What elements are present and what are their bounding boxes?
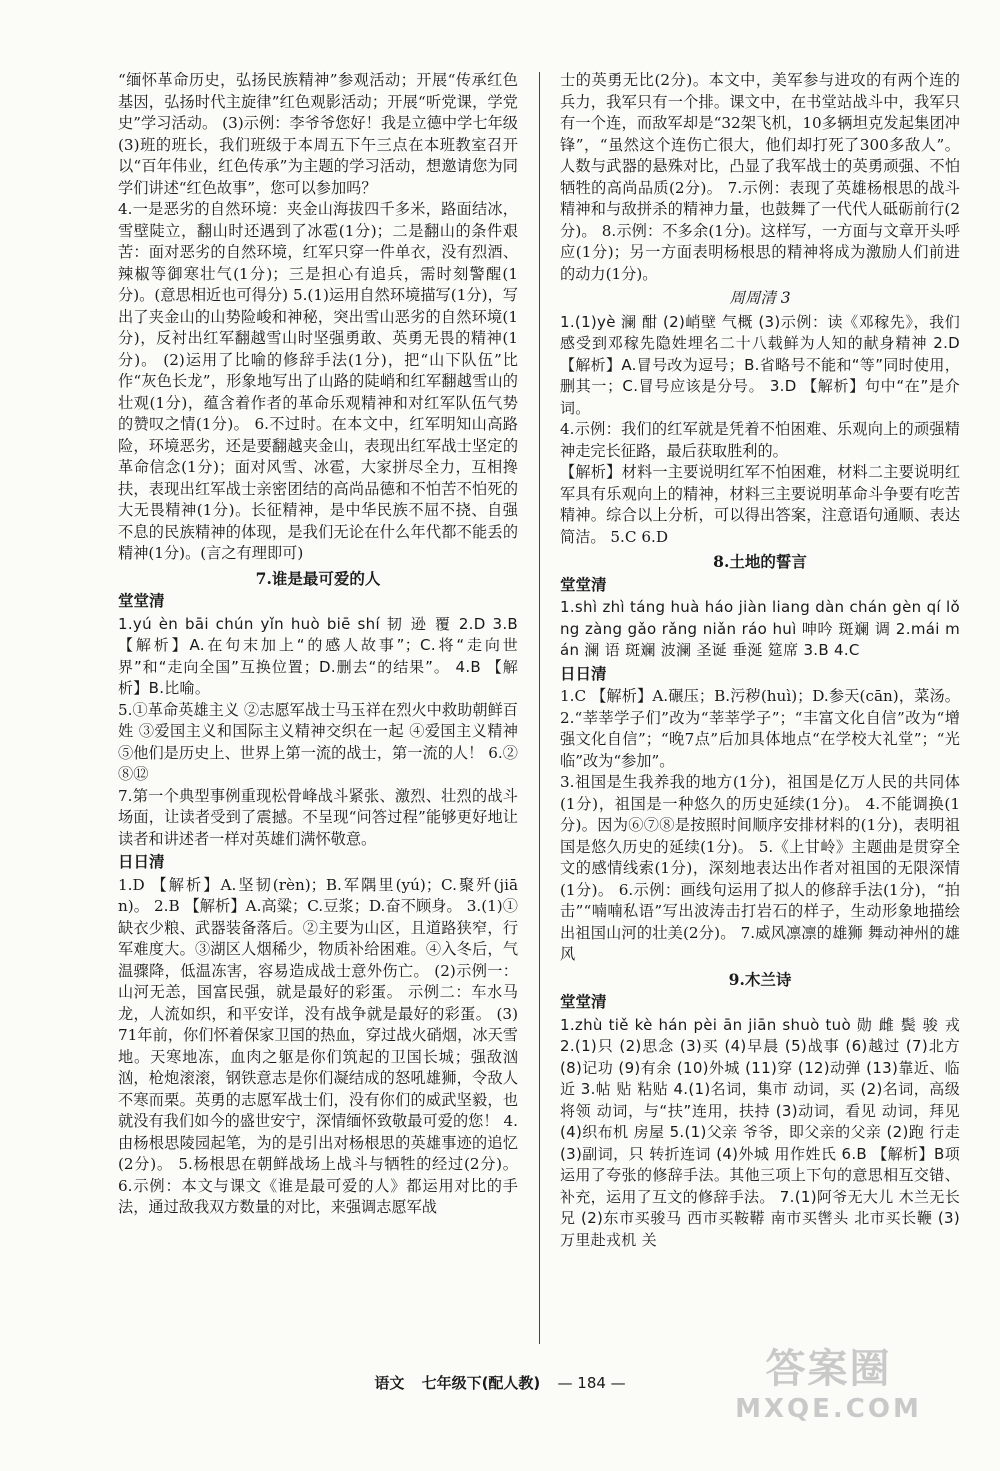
answer-paragraph: 1.shì zhì táng huà háo jiàn liang dàn chán gèn qí lǒng zàng gǎo rǎng niǎn ráo huì 呻吟 斑斓 调 2.mái mán 澜 语 斑斓 波澜 圣诞 垂涎 筵席 3.B 4.C bbox=[560, 598, 960, 659]
section-title: 周周清 3 bbox=[729, 289, 791, 307]
left-column bbox=[118, 70, 518, 1219]
answer-page bbox=[118, 70, 958, 1410]
answer-paragraph: 7.第一个典型事例重现松骨峰战斗紧张、激烈、壮烈的战斗场面，让读者受到了震撼。不呈现“问答过程”能够更好地让读者和讲述者一样对英雄们满怀敬意。 bbox=[118, 786, 518, 848]
subsection-label: 堂堂清 bbox=[560, 993, 607, 1011]
answer-paragraph: 士的英勇无比(2分)。本文中，美军参与进攻的有两个连的兵力，我军只有一个排。课文中，在书堂站战斗中，我军只有一个连，而敌军却是“32架飞机，10多辆坦克发起集团冲锋”，“虽然这个连伤亡很大，他们却打死了300多敌人”。人数与武器的悬殊对比，凸显了我军战士的英勇顽强、不怕牺牲的高尚品质(2分)。 7.示例：表现了英雄杨根思的战斗精神和与敌拼杀的精神力量，也鼓舞了一代代人砥砺前行(2分)。 8.示例：不多余(1分)。这样写，一方面与文章开头呼应(1分)；另一方面表明杨根思的精神将成为激励人们前进的动力(1分)。 bbox=[560, 71, 960, 283]
page-number: — 184 — bbox=[557, 1374, 626, 1392]
section-title: 8.土地的誓言 bbox=[713, 552, 807, 571]
watermark-logo: 答案圈 bbox=[765, 1346, 892, 1392]
answer-paragraph: “缅怀革命历史，弘扬民族精神”参观活动；开展“传承红色基因，弘扬时代主旋律”红色观影活动；开展“听党课，学党史”学习活动。 (3)示例：李爷爷您好！我是立德中学七年级(3)班的班长，我们班级于本周五下午三点在本班教室召开以“百年伟业，红色传承”为主题的学习活动，想邀请您为同学们讲述“红色故事”，您可以参加吗？ bbox=[118, 71, 518, 197]
answer-paragraph: 【解析】材料一主要说明红军不怕困难，材料二主要说明红军具有乐观向上的精神，材料三主要说明革命斗争要有吃苦精神。综合以上分析，可以得出答案，注意语句通顺、表达简洁。 5.C 6.D bbox=[560, 463, 960, 546]
footer-grade: 七年级下(配人教) bbox=[421, 1374, 541, 1392]
answer-paragraph: 1.D 【解析】A.坚韧(rèn)；B.军隅里(yú)；C.聚歼(jiān)。 2.B 【解析】A.高粱；C.豆浆；D.奋不顾身。 3.(1)①缺衣少粮、武器装备落后。②主要为山区，且道路狭窄，行军难度大。③湖区人烟稀少，物质补给困难。④入冬后，气温骤降，低温冻害，容易造成战士意外伤亡。 (2)示例一：山河无恙，国富民强，就是最好的彩蛋。 示例二：车水马龙，人流如织，和平安详，没有战争就是最好的彩蛋。 (3)71年前，你们怀着保家卫国的热血，穿过战火硝烟，冰天雪地。天寒地冻，血肉之躯是你们筑起的卫国长城；强敌汹汹，枪炮滚滚，钢铁意志是你们凝结成的怒吼雄狮，令敌人不寒而栗。英勇的志愿军战士们，没有你们的威武坚毅，也就没有我们如今的盛世安宁，深情缅怀致敬最可爱的您！ 4.由杨根思陵园起笔，为的是引出对杨根思的英雄事迹的追忆(2分)。 5.杨根思在朝鲜战场上战斗与牺牲的经过(2分)。 6.示例：本文与课文《谁是最可爱的人》都运用对比的手法，通过敌我双方数量的对比，来强调志愿军战 bbox=[118, 875, 518, 1216]
subsection-label: 日日清 bbox=[118, 853, 165, 871]
subsection-label: 日日清 bbox=[560, 664, 607, 683]
subsection-label: 堂堂清 bbox=[118, 592, 165, 610]
answer-paragraph: 1.C 【解析】A.碾压；B.污秽(huì)；D.参天(cān)，菜汤。 2.“莘莘学子们”改为“莘莘学子”；“丰富文化自信”改为“增强文化自信”；“晚7点”后加具体地点“在学校大礼堂”；“光临”改为“参加”。 bbox=[560, 687, 960, 770]
answer-paragraph: 3.祖国是生我养我的地方(1分)，祖国是亿万人民的共同体(1分)，祖国是一种悠久的历史延续(1分)。 4.不能调换(1分)。因为⑥⑦⑧是按照时间顺序安排材料的(1分)，表明祖国是悠久历史的延续(1分)。 5.《上甘岭》主题曲是贯穿全文的感情线索(1分)，深刻地表达出作者对祖国的无限深情(1分)。 6.示例：画线句运用了拟人的修辞手法(1分)，“拍击”“喃喃私语”写出波涛击打岩石的样子，生动形象地描绘出祖国山河的壮美(2分)。 7.威风凛凛的雄狮 舞动神州的雄风 bbox=[560, 773, 960, 963]
column-divider bbox=[539, 72, 540, 1344]
section-title: 9.木兰诗 bbox=[728, 969, 792, 989]
footer-subject: 语文 bbox=[374, 1374, 405, 1392]
subsection-label: 堂堂清 bbox=[560, 575, 607, 594]
section-title: 7.谁是最可爱的人 bbox=[255, 568, 381, 588]
answer-paragraph: 5.①革命英雄主义 ②志愿军战士马玉祥在烈火中救助朝鲜百姓 ③爱国主义和国际主义精神交织在一起 ④爱国主义精神 ⑤他们是历史上、世界上第一流的战士，第一流的人！ 6.②⑧⑫ bbox=[118, 700, 518, 783]
answer-paragraph: 4.一是恶劣的自然环境：夹金山海拔四千多米，路面结冰，雪壁陡立，翻山时还遇到了冰雹(1分)；二是翻山的条件艰苦：面对恶劣的自然环境，红军只穿一件单衣，没有烈酒、辣椒等御寒壮气(1分)；三是担心有追兵，需时刻警醒(1分)。(意思相近也可得分) 5.(1)运用自然环境描写(1分)，写出了夹金山的山势险峻和神秘，突出雪山恶劣的自然环境(1分)，反衬出红军翻越雪山时坚强勇敢、英勇无畏的精神(1分)。 (2)运用了比喻的修辞手法(1分)，把“山下队伍”比作“灰色长龙”，形象地写出了山路的陡峭和红军翻越雪山的壮观(1分)，蕴含着作者的革命乐观精神和对红军队伍气势的赞叹之情(1分)。 6.不过时。在本文中，红军明知山高路险，环境恶劣，还是要翻越夹金山，表现出红军战士坚定的革命信念(1分)；面对风雪、冰雹，大家拼尽全力，互相搀扶，表现出红军战士亲密团结的高尚品德和不怕苦不怕死的大无畏精神(1分)。长征精神，是中华民族不屈不挠、自强不息的民族精神的体现，是我们无论在什么年代都不能丢的精神(1分)。(言之有理即可) bbox=[118, 200, 518, 562]
answer-paragraph: 1.yú èn bāi chún yǐn huò biē shí 韧 逊 覆 2.D 3.B 【解析】A.在句末加上“的感人故事”；C.将“走向世界”和“走向全国”互换位置；D.删去“的结果”。 4.B 【解析】B.比喻。 bbox=[118, 614, 518, 697]
answer-paragraph: 4.示例：我们的红军就是凭着不怕困难、乐观向上的顽强精神走完长征路，最后获取胜利的。 bbox=[560, 420, 960, 460]
site-watermark bbox=[721, 1345, 936, 1445]
watermark-url: MXQE.COM bbox=[735, 1394, 922, 1424]
right-column bbox=[560, 70, 960, 1251]
answer-paragraph: 1.zhù tiě kè hán pèi ān jiān shuò tuò 勋 雌 鬓 骏 戎 2.(1)只 (2)思念 (3)买 (4)早晨 (5)战事 (6)越过 (7)北方 (8)记功 (9)有余 (10)外城 (11)穿 (12)动弹 (13)靠近、临近 3.帖 贴 粘贴 4.(1)名词，集市 动词，买 (2)名词，高级将领 动词，与“扶”连用，扶持 (3)动词，看见 动词，拜见 (4)织布机 房屋 5.(1)父亲 爷爷，即父亲的父亲 (2)跑 行走 (3)副词，只 转折连词 (4)外城 用作姓氏 6.B 【解析】B项运用了夸张的修辞手法。其他三项上下句的意思相互交错、补充，运用了互文的修辞手法。 7.(1)阿爷无大儿 木兰无长兄 (2)东市买骏马 西市买鞍鞯 南市买辔头 北市买长鞭 (3)万里赴戎机 关 bbox=[560, 1015, 960, 1249]
answer-paragraph: 1.(1)yè 澜 酣 (2)峭壁 气概 (3)示例：读《邓稼先》，我们感受到邓稼先隐姓埋名二十八载鲜为人知的献身精神 2.D 【解析】A.冒号改为逗号；B.省略号不能和“等”同时使用，删其一；C.冒号应该是分号。 3.D 【解析】句中“在”是介词。 bbox=[560, 312, 960, 417]
